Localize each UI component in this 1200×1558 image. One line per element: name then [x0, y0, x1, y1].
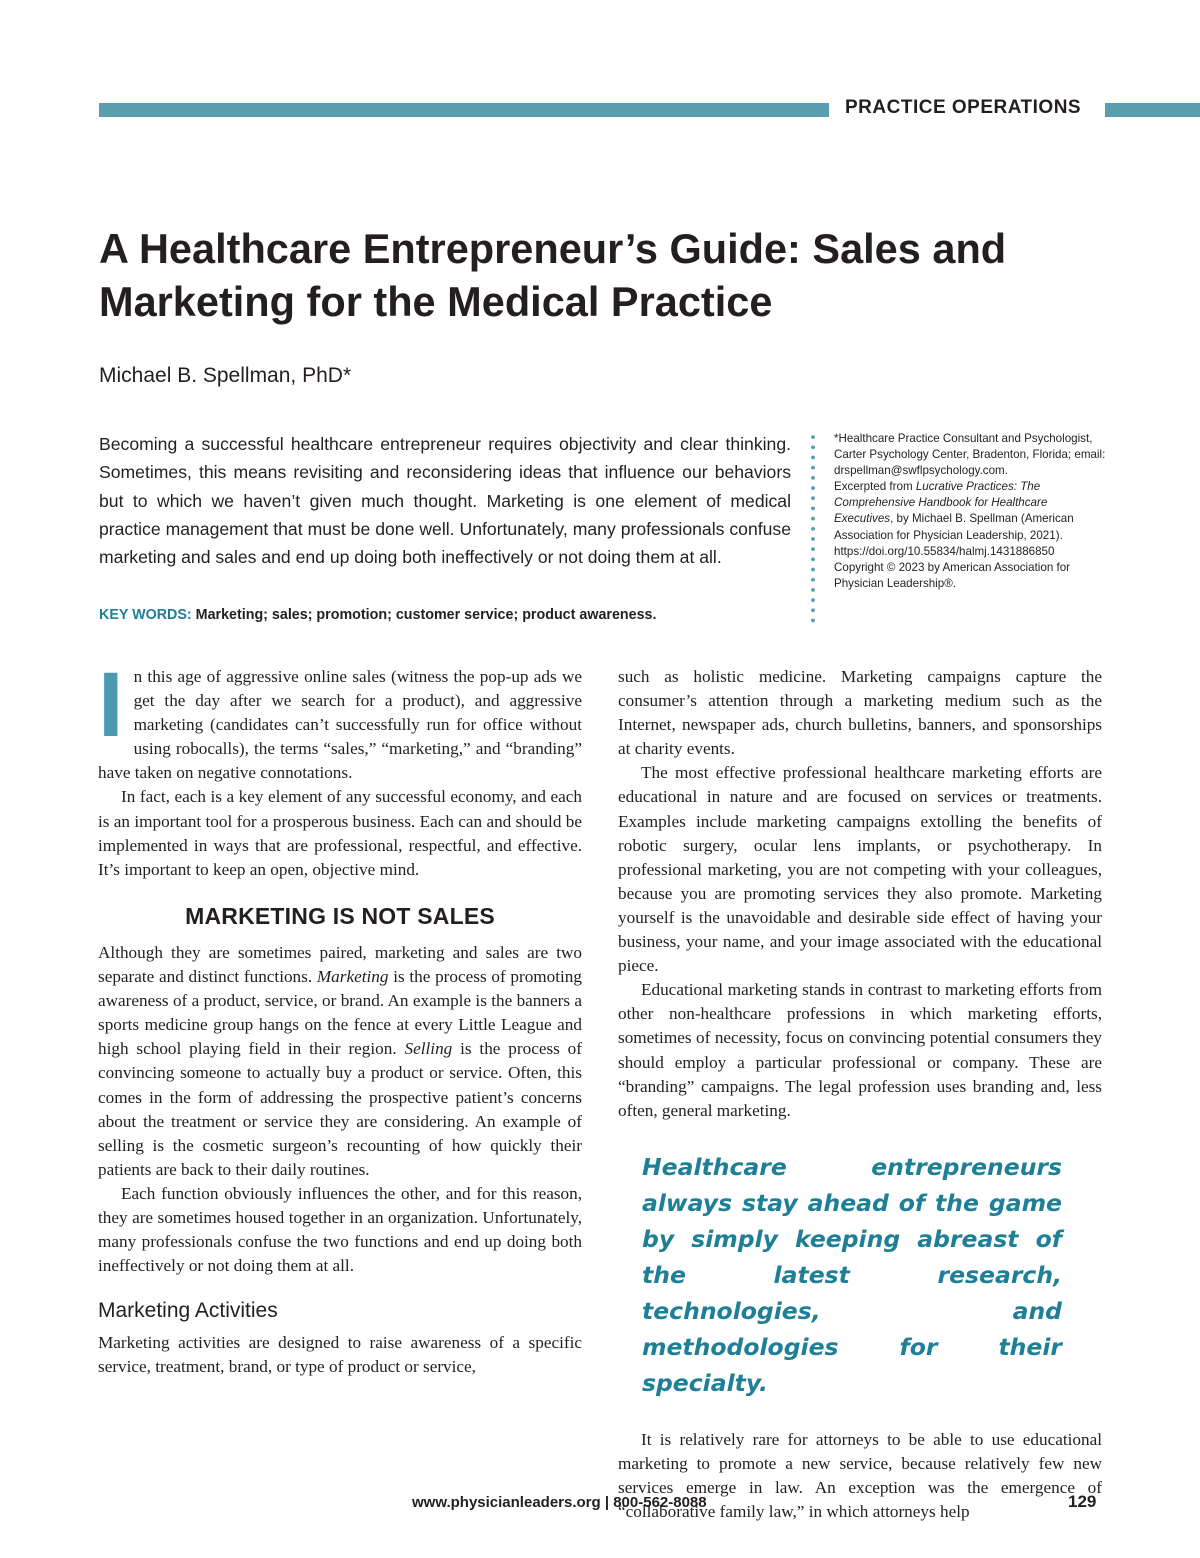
body-paragraph: Marketing activities are designed to raise awareness of a specific service, treatment, brand, or type of product or service, — [98, 1333, 582, 1377]
body-paragraph: Although they are sometimes paired, marketing and sales are two separate and distinct functions. Marketing is the process of promoting awareness of a product, service, or brand. An example is the banners a sports medicine group hangs on the fence at every Little League and high school playing field in their region. Selling is the process of convincing someone to actually buy a product or service. Often, this comes in the form of addressing the prospective patient’s concerns about the treatment or service they are considering. An example of selling is the cosmetic surgeon’s recounting of how quickly their patients are back to their daily routines. — [98, 942, 582, 1179]
body-paragraph: Each function obviously influences the other, and for this reason, they are sometimes housed together in an organization. Unfortunately, many professionals confuse the two functions and end up doing both ineffectively or not doing them at all. — [98, 1183, 582, 1276]
subsection-heading: Marketing Activities — [98, 1299, 278, 1323]
header-rule-right — [1105, 103, 1200, 117]
body-paragraph: Educational marketing stands in contrast to marketing efforts from other non-healthcare professions in which marketing efforts, sometimes of necessity, focus on convincing potential consumers they should employ a particular professional or company. These are “branding” campaigns. The legal profession uses branding and, less often, general marketing. — [618, 980, 1102, 1120]
keywords-text: Marketing; sales; promotion; customer service; product awareness. — [195, 607, 657, 623]
footnote-book-title: Lucrative Practices: The Comprehensive Handbook for Healthcare Executives — [834, 480, 1048, 526]
page-number: 129 — [1068, 1492, 1097, 1511]
body-column-left — [98, 654, 582, 1380]
footnote-excerpt: Excerpted from Lucrative Practices: The Comprehensive Handbook for Healthcare Executives, by Michael B. Spellman (American Association for Physician Leadership, 2021). — [834, 480, 1074, 542]
dotted-divider — [810, 432, 816, 627]
section-label: PRACTICE OPERATIONS — [845, 97, 1082, 118]
drop-cap: I — [98, 654, 124, 756]
author-footnote — [834, 431, 1106, 592]
abstract: Becoming a successful healthcare entrepreneur requires objectivity and clear thinking. Sometimes, this means revisiting and reconsidering ideas that influence our behaviors but to which we haven’t given much thought. Marketing is one element of medical practice management that must be done well. Unfortunately, many professionals confuse marketing and sales and end up doing both ineffectively or not doing them at all. — [99, 434, 791, 568]
body-paragraph: The most effective professional healthcare marketing efforts are educational in nature and are focused on services or treatments. Examples include marketing campaigns extolling the benefits of robotic surgery, ocular lens implants, or psychotherapy. In professional marketing, you are not competing with your colleagues, because you are promoting services they also promote. Marketing yourself is the unavoidable and desirable side effect of having your business, your name, and your image associated with the educational piece. — [618, 763, 1102, 976]
footnote-copyright: Copyright © 2023 by American Association for Physician Leadership®. — [834, 560, 1071, 590]
keywords-label: KEY WORDS: — [99, 607, 192, 623]
author-byline: Michael B. Spellman, PhD* — [99, 364, 352, 387]
body-paragraph: such as holistic medicine. Marketing campaigns capture the consumer’s attention through a marketing medium such as the Internet, newspaper ads, church bulletins, banners, and sponsorships at charity events. — [618, 667, 1102, 759]
body-paragraph: In this age of aggressive online sales (witness the pop-up ads we get the day after we search for a product), and aggressive marketing (candidates can’t successfully run for office without using robocalls), the terms “sales,” “marketing,” and “branding” have taken on negative connotations. — [98, 654, 582, 783]
pull-quote: Healthcare entrepreneurs always stay ahead of the game by simply keeping abreast of the latest research, technologies, and methodologies for their specialty. — [642, 1152, 1062, 1397]
article-title: A Healthcare Entrepreneur’s Guide: Sales and Marketing for the Medical Practice — [99, 225, 1007, 325]
keywords — [99, 607, 799, 623]
body-paragraph: In fact, each is a key element of any successful economy, and each is an important tool for a prosperous business. Each can and should be implemented in ways that are professional, respectful, and effective. It’s important to keep an open, objective mind. — [98, 787, 582, 879]
footnote-affiliation: *Healthcare Practice Consultant and Psychologist, Carter Psychology Center, Bradenton, Florida; email: drspellman@swflpsychology.com. — [834, 432, 1106, 478]
header-rule-left — [99, 103, 829, 117]
section-heading: MARKETING IS NOT SALES — [185, 902, 495, 929]
body-paragraph: It is relatively rare for attorneys to be able to use educational marketing to promote a new service, because relatively few new services emerge in law. An exception was the emergence of “collaborative family law,” in which attorneys help — [618, 1429, 1102, 1522]
body-column-right — [618, 665, 1102, 1524]
footnote-doi[interactable]: https://doi.org/10.55834/halmj.1431886850 — [834, 544, 1055, 558]
footer-contact: www.physicianleaders.org | 800-562-8088 — [412, 1494, 707, 1511]
